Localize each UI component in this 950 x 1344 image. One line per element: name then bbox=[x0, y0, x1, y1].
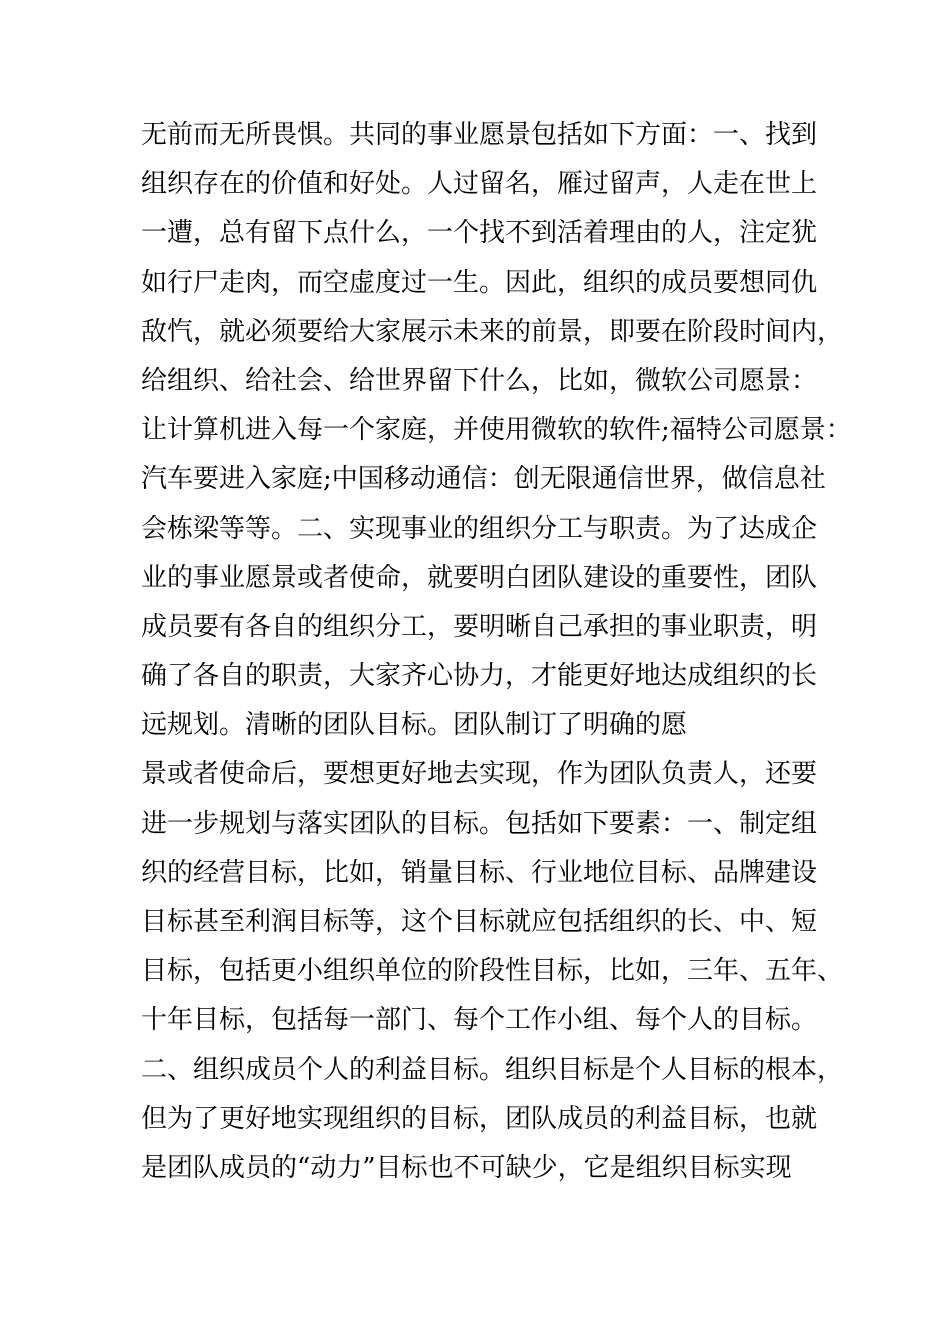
text-line: 给组织、给社会、给世界留下什么，比如，微软公司愿景： bbox=[141, 365, 818, 396]
text-line: 组织存在的价值和好处。人过留名，雁过留声，人走在世上 bbox=[141, 169, 818, 200]
text-line: 景或者使命后，要想更好地去实现，作为团队负责人，还要 bbox=[141, 759, 818, 790]
text-line: 远规划。清晰的团队目标。团队制订了明确的愿 bbox=[141, 710, 688, 741]
text-line: 织的经营目标，比如，销量目标、行业地位目标、品牌建设 bbox=[141, 857, 818, 888]
text-line: 目标甚至利润目标等，这个目标就应包括组织的长、中、短 bbox=[141, 907, 818, 937]
text-line: 但为了更好地实现组织的目标，团队成员的利益目标，也就 bbox=[141, 1103, 818, 1134]
text-line: 是团队成员的“动力”目标也不可缺少，它是组织目标实现 bbox=[141, 1152, 792, 1183]
text-line: 汽车要进入家庭;中国移动通信：创无限通信世界，做信息社 bbox=[141, 464, 826, 495]
text-line: 目标，包括更小组织单位的阶段性目标，比如，三年、五年、 bbox=[141, 956, 844, 987]
text-line: 二、组织成员个人的利益目标。组织目标是个人目标的根本， bbox=[141, 1054, 844, 1085]
text-line: 进一步规划与落实团队的目标。包括如下要素：一、制定组 bbox=[141, 808, 818, 839]
text-line: 会栋梁等等。二、实现事业的组织分工与职责。为了达成企 bbox=[141, 513, 818, 544]
text-line: 业的事业愿景或者使命，就要明白团队建设的重要性，团队 bbox=[141, 562, 818, 593]
text-line: 确了各自的职责，大家齐心协力，才能更好地达成组织的长 bbox=[141, 661, 818, 692]
text-line: 无前而无所畏惧。共同的事业愿景包括如下方面：一、找到 bbox=[141, 120, 818, 150]
text-line: 如行尸走肉，而空虚度过一生。因此，组织的成员要想同仇 bbox=[141, 267, 818, 298]
text-line: 敌忾，就必须要给大家展示未来的前景，即要在阶段时间内， bbox=[141, 316, 844, 347]
text-line: 一遭，总有留下点什么，一个找不到活着理由的人，注定犹 bbox=[141, 218, 818, 249]
body-text bbox=[141, 111, 852, 1193]
text-line: 让计算机进入每一个家庭，并使用微软的软件;福特公司愿景： bbox=[141, 415, 852, 446]
text-line: 成员要有各自的组织分工，要明晰自己承担的事业职责，明 bbox=[141, 611, 818, 642]
text-line: 十年目标，包括每一部门、每个工作小组、每个人的目标。 bbox=[141, 1005, 818, 1036]
